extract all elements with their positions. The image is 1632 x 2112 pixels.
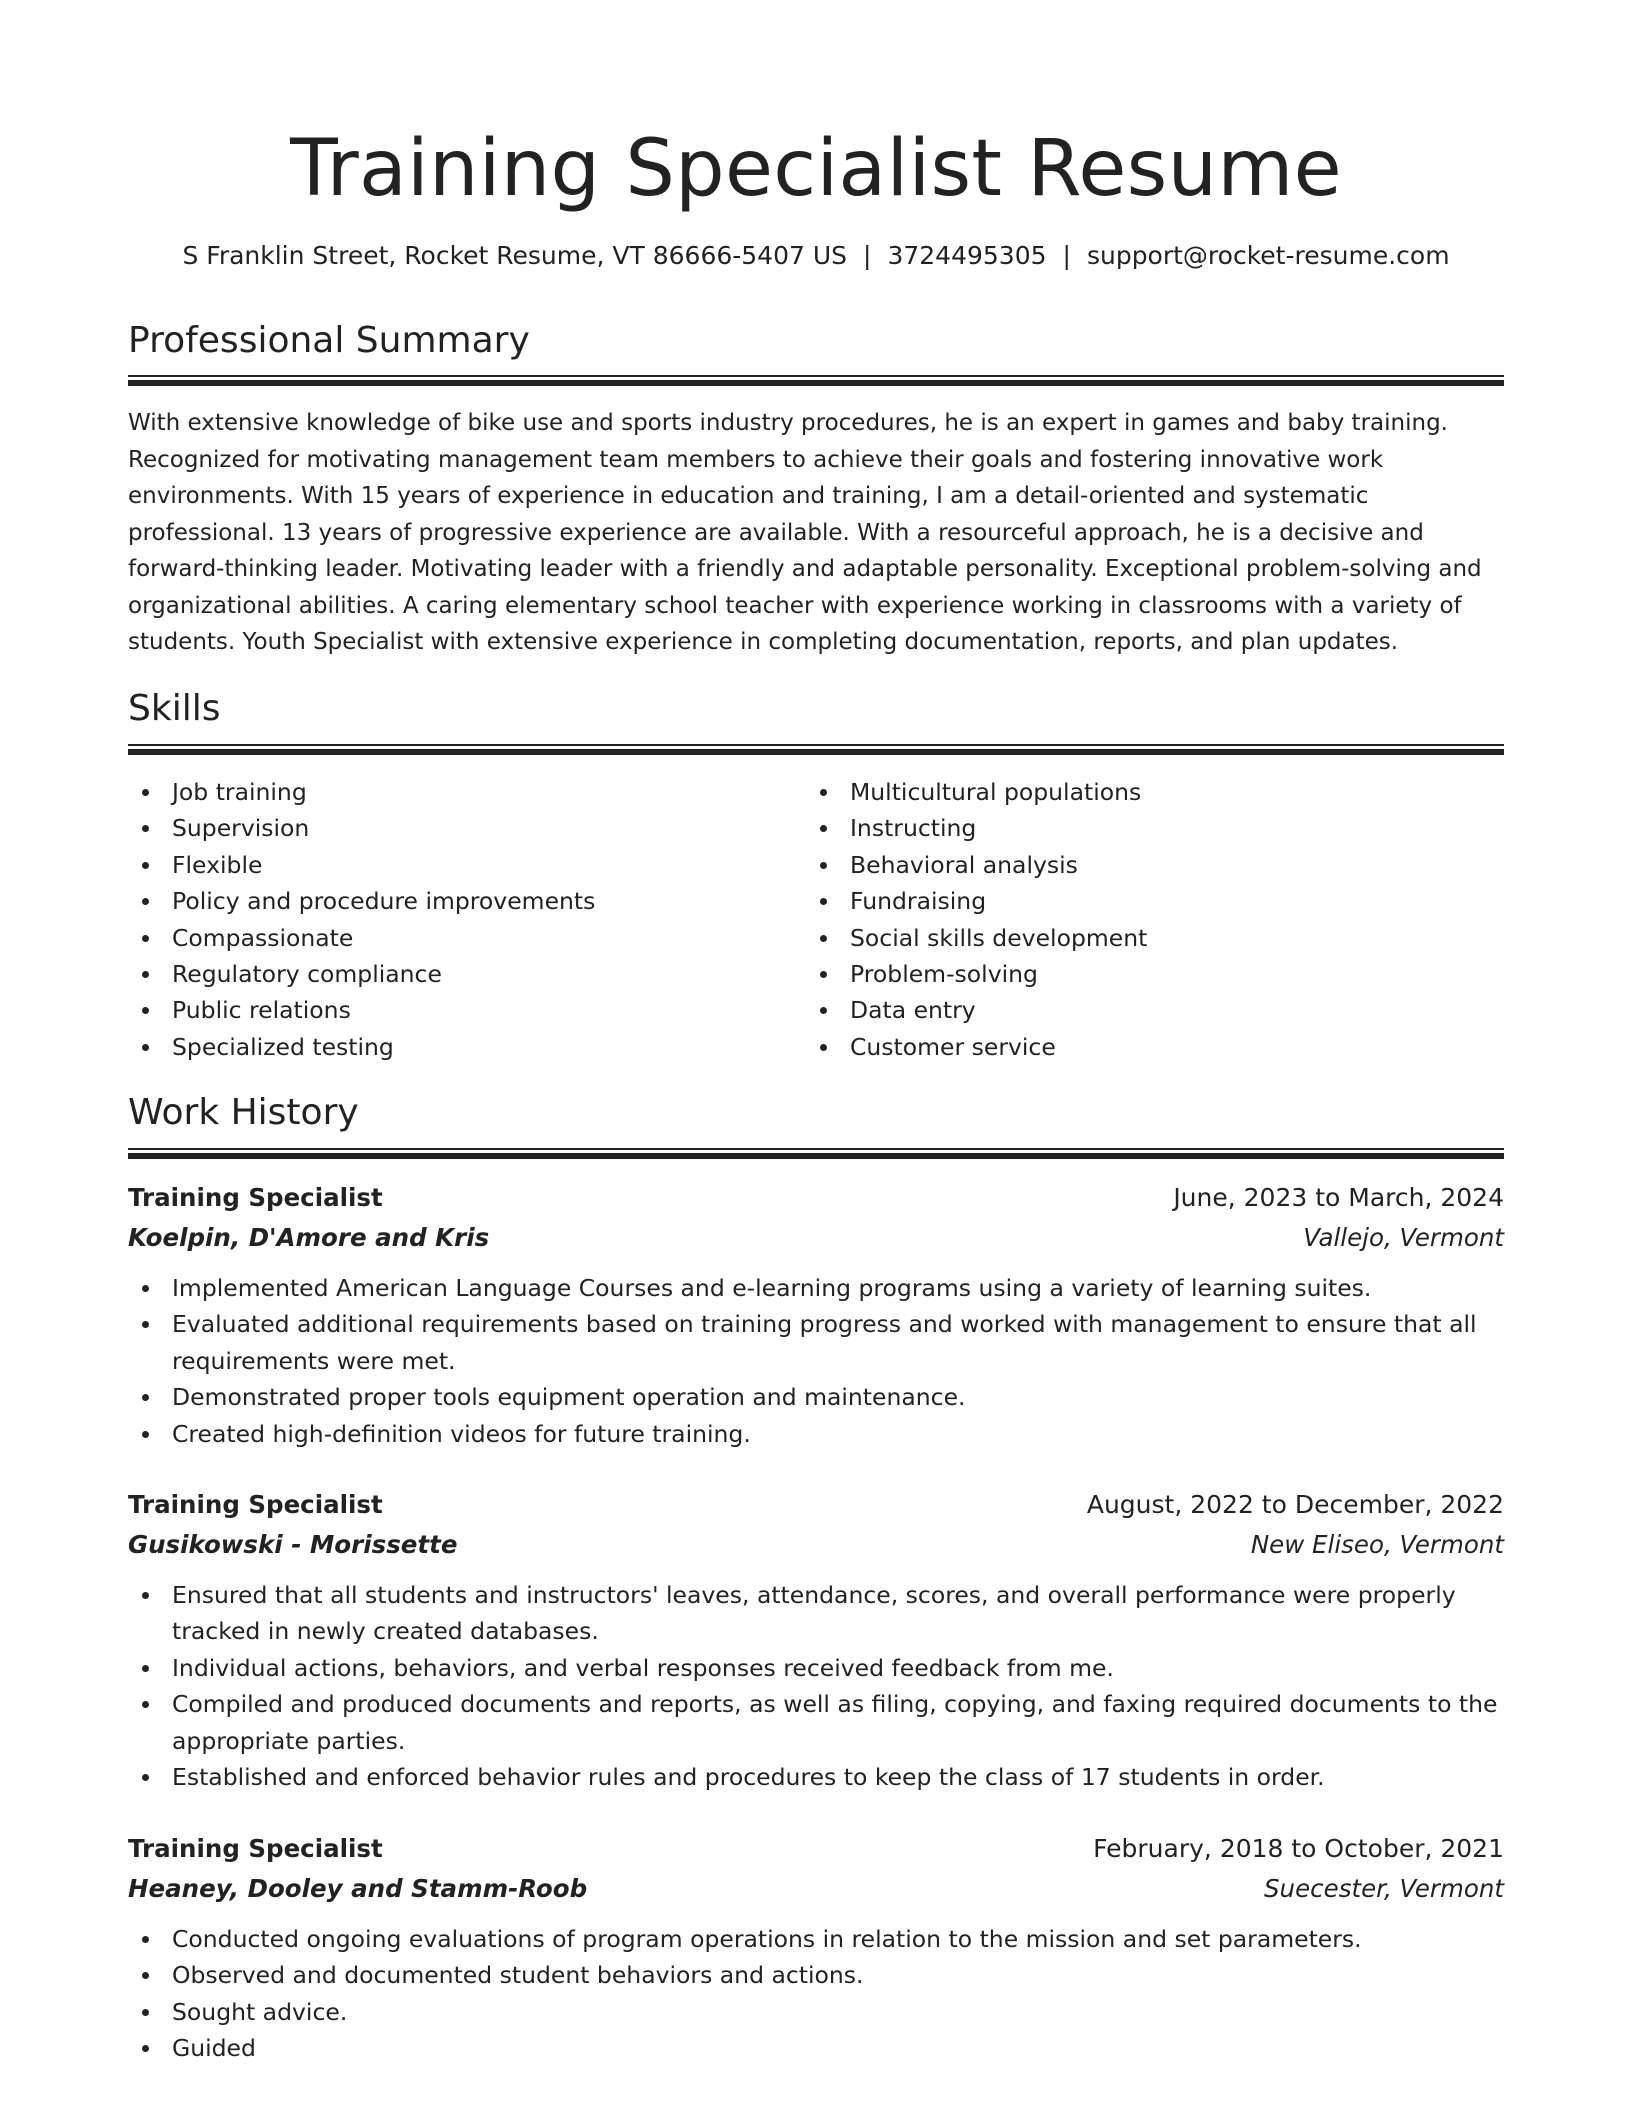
job-dates: June, 2023 to March, 2024 bbox=[1173, 1183, 1504, 1212]
list-item: Conducted ongoing evaluations of program operations in relation to the mission and set parameters. bbox=[128, 1921, 1504, 1957]
job-dates: August, 2022 to December, 2022 bbox=[1086, 1490, 1504, 1519]
job-entry bbox=[128, 1485, 1504, 1795]
list-item: Evaluated additional requirements based on training progress and worked with management to ensure that all requirements were met. bbox=[128, 1306, 1504, 1379]
job-company: Gusikowski - Morissette bbox=[128, 1530, 458, 1559]
contact-line bbox=[128, 238, 1504, 274]
list-item: Fundraising bbox=[806, 883, 1504, 919]
job-company: Heaney, Dooley and Stamm-Roob bbox=[128, 1874, 588, 1903]
list-item: Supervision bbox=[128, 810, 788, 846]
work-history-heading: Work History bbox=[128, 1092, 359, 1133]
job-title: Training Specialist bbox=[128, 1490, 383, 1519]
job-location: New Eliseo, Vermont bbox=[1250, 1530, 1504, 1559]
list-item: Customer service bbox=[806, 1029, 1504, 1065]
list-item: Created high-definition videos for future training. bbox=[128, 1416, 1504, 1452]
job-bullet-list bbox=[128, 1921, 1504, 2067]
list-item: Ensured that all students and instructors' leaves, attendance, scores, and overall performance were properly tracked in newly created databases. bbox=[128, 1577, 1504, 1650]
list-item: Job training bbox=[128, 774, 788, 810]
job-title: Training Specialist bbox=[128, 1834, 383, 1863]
list-item: Public relations bbox=[128, 992, 788, 1028]
contact-separator: | bbox=[863, 241, 872, 270]
list-item: Demonstrated proper tools equipment operation and maintenance. bbox=[128, 1379, 1504, 1415]
list-item: Guided bbox=[128, 2030, 1504, 2066]
contact-separator: | bbox=[1062, 241, 1071, 270]
job-entry bbox=[128, 1178, 1504, 1452]
job-bullet-list bbox=[128, 1577, 1504, 1795]
section-divider bbox=[128, 1148, 1504, 1159]
job-location: Vallejo, Vermont bbox=[1303, 1223, 1504, 1252]
job-bullet-list bbox=[128, 1270, 1504, 1452]
section-divider bbox=[128, 375, 1504, 386]
summary-heading: Professional Summary bbox=[128, 320, 530, 361]
list-item: Compiled and produced documents and reports, as well as filing, copying, and faxing required documents to the appropriate parties. bbox=[128, 1686, 1504, 1759]
list-item: Individual actions, behaviors, and verbal responses received feedback from me. bbox=[128, 1650, 1504, 1686]
job-company: Koelpin, D'Amore and Kris bbox=[128, 1223, 490, 1252]
list-item: Flexible bbox=[128, 847, 788, 883]
contact-email: support@rocket-resume.com bbox=[1086, 241, 1450, 270]
list-item: Compassionate bbox=[128, 920, 788, 956]
resume-title: Training Specialist Resume bbox=[290, 124, 1342, 214]
list-item: Regulatory compliance bbox=[128, 956, 788, 992]
skills-list-left bbox=[128, 774, 788, 1065]
list-item: Established and enforced behavior rules and procedures to keep the class of 17 students in order. bbox=[128, 1759, 1504, 1795]
contact-phone: 3724495305 bbox=[887, 241, 1047, 270]
list-item: Observed and documented student behaviors and actions. bbox=[128, 1957, 1504, 1993]
list-item: Social skills development bbox=[806, 920, 1504, 956]
skills-list-right bbox=[806, 774, 1504, 1065]
job-entry bbox=[128, 1829, 1504, 2067]
job-dates: February, 2018 to October, 2021 bbox=[1093, 1834, 1504, 1863]
summary-text: With extensive knowledge of bike use and sports industry procedures, he is an expert in games and baby training. Recognized for motivating management team members to achieve their goals and fostering innovative work environments. With 15 years of experience in education and training, I am a detail-oriented and systematic professional. 13 years of progressive experience are available. With a resourceful approach, he is a decisive and forward-thinking leader. Motivating leader with a friendly and adaptable personality. Exceptional problem-solving and organizational abilities. A caring elementary school teacher with experience working in classrooms with a variety of students. Youth Specialist with extensive experience in completing documentation, reports, and plan updates. bbox=[128, 410, 1482, 655]
list-item: Multicultural populations bbox=[806, 774, 1504, 810]
list-item: Problem-solving bbox=[806, 956, 1504, 992]
list-item: Sought advice. bbox=[128, 1994, 1504, 2030]
job-location: Suecester, Vermont bbox=[1264, 1874, 1504, 1903]
list-item: Specialized testing bbox=[128, 1029, 788, 1065]
job-title: Training Specialist bbox=[128, 1183, 383, 1212]
list-item: Data entry bbox=[806, 992, 1504, 1028]
list-item: Implemented American Language Courses and e-learning programs using a variety of learning suites. bbox=[128, 1270, 1504, 1306]
section-divider bbox=[128, 744, 1504, 755]
list-item: Policy and procedure improvements bbox=[128, 883, 788, 919]
contact-address: S Franklin Street, Rocket Resume, VT 86666-5407 US bbox=[182, 241, 848, 270]
list-item: Instructing bbox=[806, 810, 1504, 846]
skills-heading: Skills bbox=[128, 688, 221, 729]
list-item: Behavioral analysis bbox=[806, 847, 1504, 883]
